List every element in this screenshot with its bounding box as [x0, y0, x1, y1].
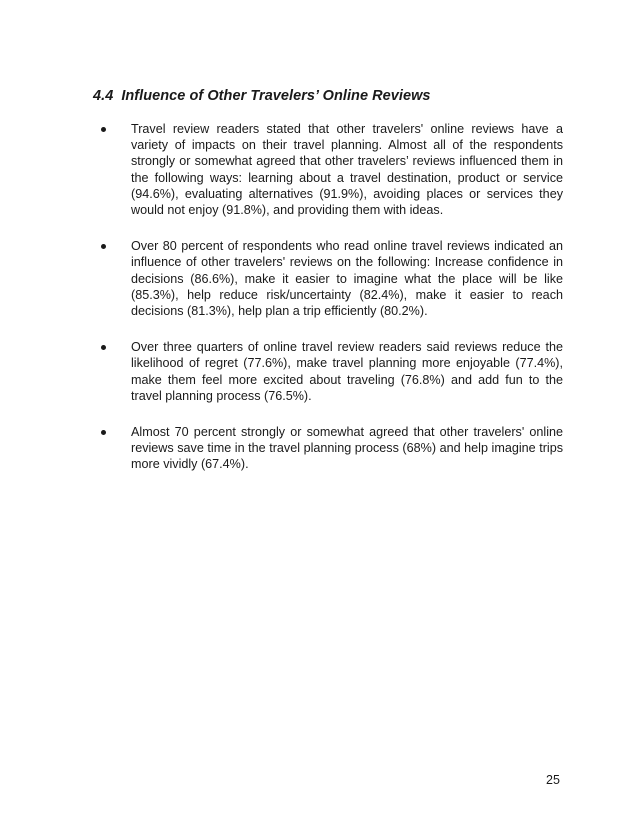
bullet-text: Almost 70 percent strongly or somewhat agreed that other travelers' online reviews save time in the travel planning process (68%) and help imagine trips more vividly (67.4%).	[131, 425, 563, 472]
page-number: 25	[546, 773, 560, 787]
bullet-item	[100, 121, 563, 218]
bullet-dot-icon	[101, 244, 106, 249]
bullet-text: Travel review readers stated that other travelers' online reviews have a variety of impacts on their travel planning. Almost all of the respondents strongly or somewhat agreed that other travelers’ reviews influenced them in the following ways: learning about a travel destination, product or service (94.6%), evaluating alternatives (91.9%), avoiding places or services they would not enjoy (91.8%), and providing them with ideas.	[131, 122, 563, 218]
bullet-item	[100, 238, 563, 319]
bullet-dot-icon	[101, 345, 106, 350]
bullet-dot-icon	[101, 430, 106, 435]
bullet-dot-icon	[101, 127, 106, 132]
section-number: 4.4	[93, 88, 114, 104]
section-title: Influence of Other Travelers’ Online Reviews	[121, 88, 431, 104]
bullet-item	[100, 339, 563, 404]
bullet-item	[100, 424, 563, 473]
bullet-text: Over 80 percent of respondents who read online travel reviews indicated an influence of other travelers' reviews on the following: Increase confidence in decisions (86.6%), make it easier to imagine what the place will be like (85.3%), help reduce risk/uncertainty (82.4%), make it easier to reach decisions (81.3%), help plan a trip efficiently (80.2%).	[131, 239, 563, 319]
bullet-text: Over three quarters of online travel review readers said reviews reduce the likelihood of regret (77.6%), make travel planning more enjoyable (77.4%), make them feel more excited about traveling (76.8%) and add fun to the travel planning process (76.5%).	[131, 340, 563, 403]
section-heading	[93, 88, 431, 104]
bullet-list	[100, 121, 563, 493]
